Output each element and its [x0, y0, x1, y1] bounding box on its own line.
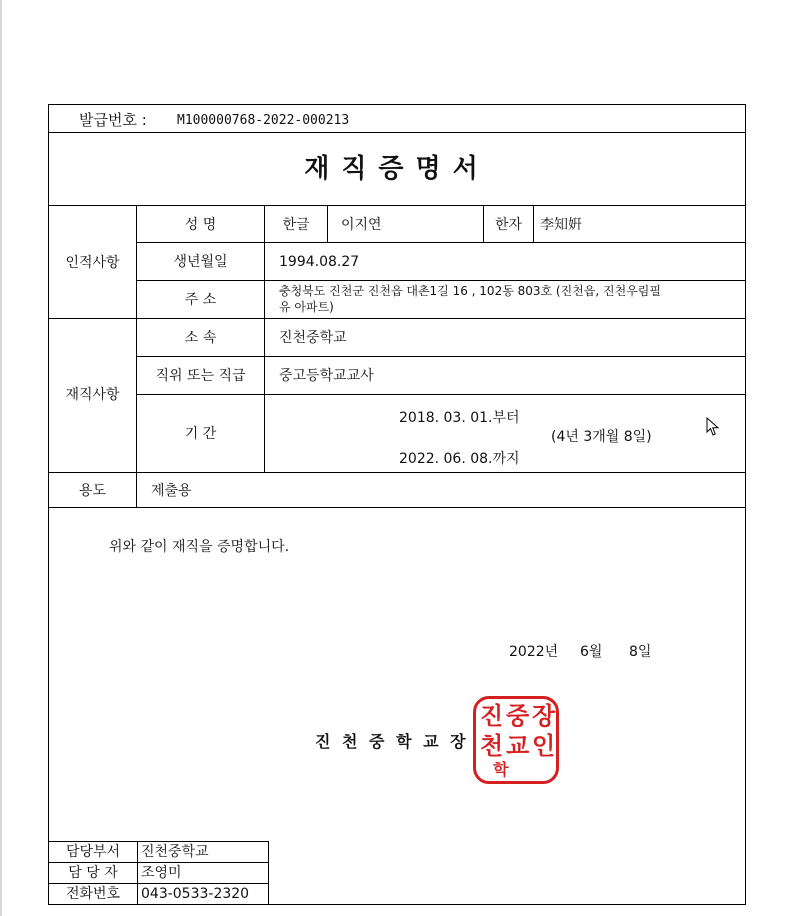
purpose-label: 용도 — [78, 483, 107, 499]
period-label: 기 간 — [184, 426, 217, 442]
personal-section-label: 인적사항 — [65, 255, 120, 271]
birth-label: 생년월일 — [173, 254, 228, 270]
position-label: 직위 또는 직급 — [155, 368, 246, 384]
mouse-cursor-icon — [706, 417, 720, 437]
affiliation-label: 소 속 — [184, 330, 217, 346]
person-value: 조영미 — [141, 865, 182, 881]
issue-month: 6월 — [580, 644, 603, 660]
staff-contact-table — [49, 841, 269, 905]
employment-section-label: 재직사항 — [65, 387, 120, 403]
document-title: 재직증명서 — [304, 154, 490, 184]
affiliation-value: 진천중학교 — [279, 330, 347, 346]
period-start: 2018. 03. 01.부터 — [399, 410, 520, 426]
person-label: 담 당 자 — [68, 865, 118, 881]
issue-number-label: 발급번호 : — [79, 111, 147, 129]
hanja-label: 한자 — [494, 217, 523, 233]
statement-text: 위와 같이 재직을 증명합니다. — [109, 539, 290, 555]
period-end: 2022. 06. 08.까지 — [399, 451, 520, 467]
hanja-name: 李知姸 — [540, 217, 582, 233]
issue-number: M100000768-2022-000213 — [177, 113, 350, 128]
name-label: 성 명 — [184, 217, 217, 233]
address-line-2: 유 아파트) — [279, 300, 334, 314]
issue-day: 8일 — [629, 644, 652, 660]
period-duration: (4년 3개월 8일) — [551, 429, 652, 445]
birth-value: 1994.08.27 — [279, 254, 360, 270]
certificate-document — [48, 104, 746, 905]
hangul-label: 한글 — [282, 217, 310, 233]
issuer-name: 진 천 중 학 교 장 — [315, 732, 469, 751]
official-seal: 장 인 중 교 진 천 학 — [473, 696, 559, 784]
phone-label: 전화번호 — [65, 886, 121, 902]
purpose-value: 제출용 — [151, 483, 192, 499]
address-label: 주 소 — [184, 292, 217, 308]
dept-value: 진천중학교 — [141, 844, 209, 860]
hangul-name: 이지연 — [341, 217, 382, 233]
dept-label: 담당부서 — [65, 844, 121, 860]
page-edge — [0, 0, 2, 916]
position-value: 중고등학교교사 — [279, 368, 374, 384]
issue-year: 2022년 — [509, 644, 559, 660]
address-line-1: 충청북도 진천군 진천읍 대촌1길 16 , 102동 803호 (진천읍, 진천우림필 — [279, 284, 661, 298]
phone-value: 043-0533-2320 — [141, 886, 250, 902]
